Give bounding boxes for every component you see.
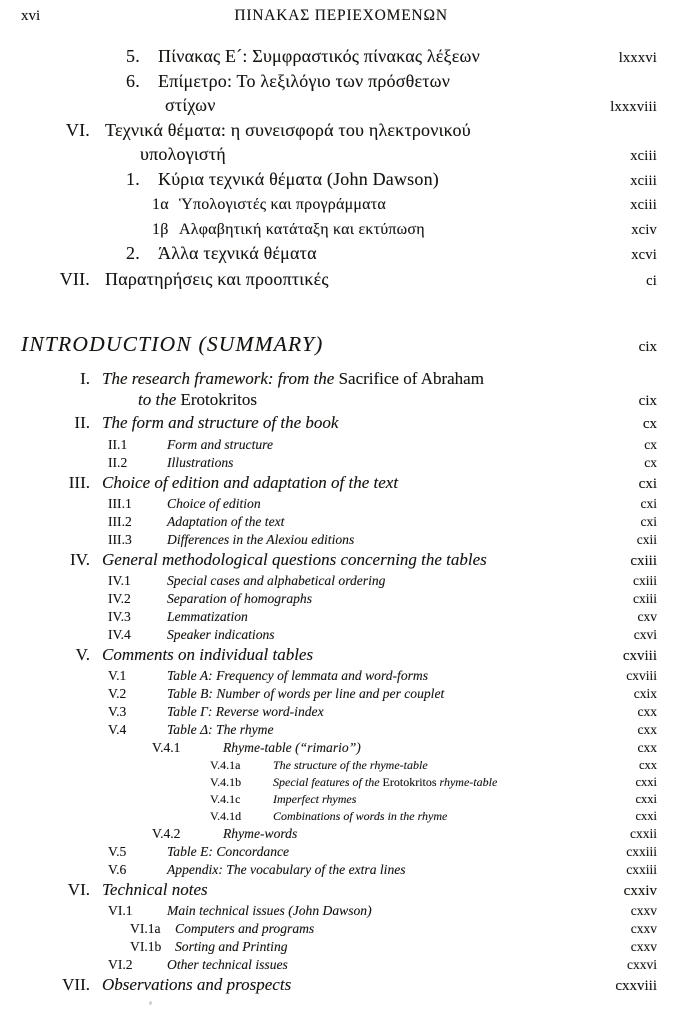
toc-entry-title: υπολογιστή [140,143,226,164]
toc-entry-number: V.4 [108,722,127,738]
toc-entry-page: cxx [637,704,657,720]
toc-entry-number: 1α [152,196,169,214]
toc-entry-title: Table E: Concordance [167,844,290,860]
toc-entry-number: VII. [62,975,90,995]
toc-row [0,143,657,168]
toc-entry-number: 5. [126,46,140,66]
toc-row [0,119,657,142]
toc-entry-number: I. [80,369,90,389]
intro-heading-row [0,329,700,362]
toc-entry-number: V.1 [108,668,127,684]
toc-entry-page: cxxv [630,921,657,937]
toc-entry-page: cxxv [630,939,657,955]
toc-row [0,389,657,412]
toc-row [0,45,657,70]
toc-entry-number: III.3 [108,531,132,547]
toc-row [0,956,657,974]
toc-entry-title: Παρατηρήσεις και προοπτικές [105,268,329,289]
toc-entry-title: Table Γ: Reverse word-index [167,704,324,720]
toc-entry-page: xcvi [631,247,657,264]
toc-entry-title: The research framework: from the Sacrifice of Abraham [102,369,484,389]
toc-entry-number: V.2 [108,686,127,702]
toc-row [0,608,657,626]
toc-entry-page: cxxi [635,792,657,807]
toc-entry-page: xciii [630,147,657,164]
toc-entry-page: xciv [631,221,657,238]
toc-entry-number: 1. [126,169,140,190]
toc-entry-number: IV.1 [108,573,131,589]
toc-row [0,626,657,644]
running-header [0,0,700,25]
toc-entry-page: cxviii [626,668,657,684]
toc-entry-title: Rhyme-words [223,826,298,842]
toc-entry-page: cx [644,436,657,452]
toc-entry-title: Appendix: The vocabulary of the extra lines [167,862,406,878]
toc-row [0,757,657,774]
toc-row [0,825,657,843]
toc-entry-page: lxxxvi [618,50,657,66]
toc-row [0,590,657,608]
toc-entry-page: cxiii [633,591,657,607]
toc-row [0,70,657,93]
toc-entry-number: VI.1a [130,921,161,937]
toc-entry-number: V.4.1c [210,792,241,807]
toc-entry-title: στίχων [165,94,216,115]
toc-entry-page: cix [638,393,657,410]
toc-entry-number: VI.1 [108,903,133,919]
toc-entry-page: cxx [638,758,657,773]
toc-entry-title: Computers and programs [175,921,315,937]
toc-entry-number: VI. [67,880,90,900]
toc-entry-title: Επίμετρο: Το λεξιλόγιο των πρόσθετων [158,71,451,92]
toc-entry-title: Main technical issues (John Dawson) [167,903,372,919]
toc-entry-title: Table A: Frequency of lemmata and word-forms [167,668,429,684]
toc-entry-title: Choice of edition and adaptation of the text [102,472,399,492]
toc-entry-number: 2. [126,243,140,264]
toc-entry-title: Adaptation of the text [167,513,285,529]
toc-entry-title: Other technical issues [167,957,288,973]
toc-entry-page: cxviii [622,648,657,665]
toc-row [0,549,657,572]
toc-entry-title: The structure of the rhyme-table [273,758,428,773]
toc-entry-number: V.4.1 [152,740,181,756]
toc-row [0,644,657,667]
toc-entry-title: Rhyme-table (“rimario”) [223,740,361,756]
toc-row [0,531,657,549]
toc-row [0,739,657,757]
toc-entry-title: Form and structure [167,436,273,452]
toc-entry-number: IV.3 [108,609,131,625]
toc-row [0,495,657,513]
toc-entry-number: IV.2 [108,591,131,607]
toc-entry-number: VI.2 [108,957,133,973]
toc-row [0,193,657,217]
toc-row [0,572,657,590]
toc-entry-title: Τεχνικά θέματα: η συνεισφορά του ηλεκτρονικού [105,120,471,141]
toc-entry-title: Choice of edition [167,495,261,511]
toc-row [0,168,657,193]
toc-entry-title: General methodological questions concerning the tables [102,549,487,569]
toc-entry-page: cxxi [635,775,657,790]
toc-entry-page: lxxxviii [610,98,657,115]
toc-row [0,412,657,435]
toc-row [0,703,657,721]
toc-row [0,454,657,472]
toc-entry-title: Special cases and alphabetical ordering [167,573,386,589]
toc-entry-number: II. [74,413,90,433]
toc-entry-title: Separation of homographs [167,591,313,607]
toc-entry-number: 6. [126,71,140,92]
toc-entry-page: xciii [630,173,657,190]
toc-entry-title: Κύρια τεχνικά θέματα (John Dawson) [158,169,439,190]
toc-entry-title: Imperfect rhymes [273,792,357,807]
toc-entry-page: cxxii [630,826,657,842]
toc-row [0,513,657,531]
toc-entry-number: II.1 [108,436,128,452]
toc-row [0,685,657,703]
page-folio: xvi [21,8,41,24]
toc-entry-page: cxxiii [626,862,657,878]
toc-entry-page: cxxi [635,809,657,824]
toc-entry-page: cxxiii [626,844,657,860]
toc-row [0,242,657,267]
intro-heading-page: cix [638,339,657,356]
toc-row [0,472,657,495]
toc-english-section [0,368,700,998]
toc-row [0,774,657,791]
toc-entry-number: VI.1b [130,939,162,955]
toc-entry-page: cxii [636,531,657,547]
toc-entry-title: to the Erotokritos [138,390,257,410]
toc-row [0,218,657,242]
toc-entry-title: Table Δ: The rhyme [167,722,274,738]
toc-row [0,938,657,956]
toc-entry-page: cxi [638,475,657,492]
toc-entry-title: Ὑπολογιστές και προγράμματα [179,196,386,214]
toc-entry-number: V.6 [108,862,127,878]
toc-entry-title: Table B: Number of words per line and per couplet [167,686,445,702]
toc-entry-title: Illustrations [167,454,234,470]
toc-entry-page: cxx [637,740,657,756]
toc-entry-number: V. [75,645,90,665]
toc-row [0,94,657,119]
toc-entry-title: Observations and prospects [102,975,292,995]
toc-entry-number: V.4.1d [210,809,242,824]
toc-entry-number: VII. [59,268,90,289]
toc-entry-title: Speaker indications [167,627,275,643]
toc-entry-title: Sorting and Printing [175,939,288,955]
toc-entry-number: V.4.2 [152,826,181,842]
toc-entry-title: Lemmatization [167,609,248,625]
toc-entry-page: cxix [633,686,657,702]
toc-entry-number: VI. [65,120,90,141]
toc-row [0,721,657,739]
toc-entry-title: Comments on individual tables [102,645,314,665]
toc-entry-title: Technical notes [102,880,208,900]
intro-heading-title: INTRODUCTION (SUMMARY) [21,332,324,357]
toc-entry-number: III.1 [108,495,132,511]
toc-row [0,667,657,685]
toc-entry-page: cxiii [633,573,657,589]
toc-entry-number: 1β [152,220,169,238]
toc-row [0,436,657,454]
toc-entry-number: IV. [70,549,90,569]
toc-row [0,920,657,938]
toc-entry-page: cxxviii [615,978,657,995]
toc-row [0,861,657,879]
toc-entry-page: cxv [637,609,657,625]
toc-entry-number: V.4.1a [210,758,241,773]
toc-entry-title: Πίνακας Ε´: Συμφραστικός πίνακας λέξεων [158,46,480,66]
toc-entry-page: cxvi [633,627,657,643]
toc-entry-page: ci [646,272,657,289]
toc-entry-page: cxi [640,495,657,511]
toc-entry-number: III.2 [108,513,132,529]
toc-entry-title: Αλφαβητική κατάταξη και εκτύπωση [179,220,425,238]
toc-entry-page: cx [644,454,657,470]
toc-row [0,268,657,293]
toc-entry-page: cxx [637,722,657,738]
toc-greek-section [0,45,700,293]
toc-entry-title: Combinations of words in the rhyme [273,809,448,824]
toc-entry-page: cxiii [630,552,657,569]
toc-entry-page: cxxvi [627,957,657,973]
toc-entry-page: cxi [640,513,657,529]
toc-entry-number: III. [68,472,90,492]
toc-entry-title: The form and structure of the book [102,413,339,433]
toc-row [0,808,657,825]
toc-row [0,902,657,920]
toc-entry-number: V.5 [108,844,127,860]
page-header-title: ΠΙΝΑΚΑΣ ΠΕΡΙΕΧΟΜΕΝΩΝ [234,7,448,24]
toc-entry-title: Differences in the Alexiou editions [167,531,355,547]
toc-entry-number: IV.4 [108,627,131,643]
toc-entry-number: V.4.1b [210,775,242,790]
toc-row [0,791,657,808]
scan-artifact-dot [149,1001,152,1005]
toc-entry-title: Άλλα τεχνικά θέματα [158,243,317,264]
toc-row [0,843,657,861]
toc-entry-page: cx [642,416,657,433]
toc-entry-title: Special features of the Erotokritos rhyme-table [273,775,498,790]
toc-entry-number: V.3 [108,704,127,720]
toc-row [0,368,657,389]
toc-row [0,974,657,997]
toc-entry-number: II.2 [108,454,128,470]
toc-entry-page: xciii [630,197,657,214]
toc-entry-page: cxxiv [623,883,657,900]
toc-row [0,879,657,902]
toc-entry-page: cxxv [630,903,657,919]
